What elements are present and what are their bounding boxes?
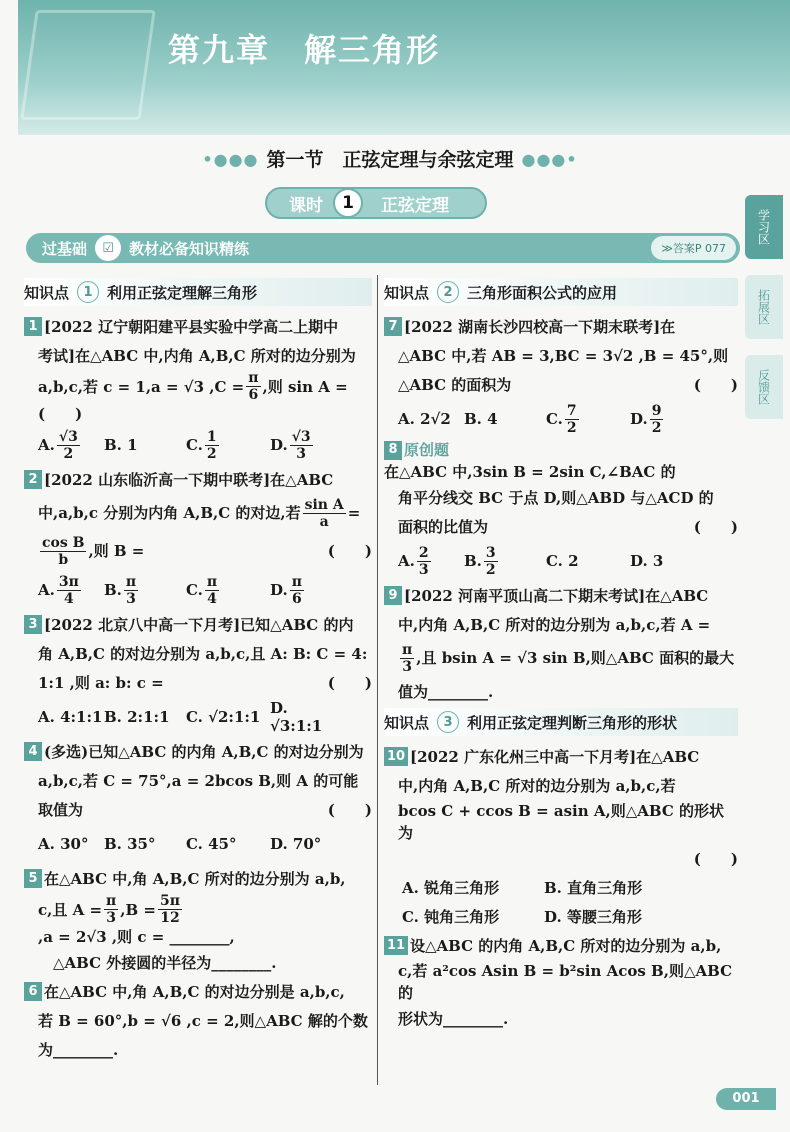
text-segment: A. 4:1:1	[38, 708, 103, 726]
text-segment: 设△ABC 的内角 A,B,C 所对的边分别为 a,b,	[410, 936, 722, 955]
option[interactable]	[270, 699, 330, 735]
numerator: 5π	[159, 893, 180, 909]
fraction	[104, 893, 118, 926]
question-line	[384, 512, 738, 541]
section-title: 第一节 正弦定理与余弦定理	[266, 149, 514, 171]
question-line	[384, 439, 738, 483]
text-segment: D. 3	[630, 552, 664, 570]
text-segment: A.	[38, 436, 55, 454]
bar-left-label: 过基础	[42, 239, 88, 258]
denominator: 12	[160, 910, 180, 926]
question-line	[24, 864, 372, 893]
text-segment: C.	[546, 410, 563, 428]
text-segment: A. 30°	[38, 835, 89, 853]
kp-number: 3	[437, 711, 459, 733]
numerator: π	[291, 573, 302, 590]
option[interactable]	[630, 403, 690, 436]
answer-options	[24, 425, 372, 465]
question-line	[384, 677, 738, 706]
option[interactable]	[104, 574, 186, 607]
numerator: 3π	[58, 573, 79, 590]
answer-options	[384, 541, 738, 581]
question-number-badge: 7	[384, 317, 402, 336]
numerator: π	[402, 641, 413, 658]
question-number-badge: 1	[24, 317, 42, 336]
question-line	[384, 844, 738, 873]
question-line	[384, 312, 738, 341]
option[interactable]	[270, 429, 330, 462]
question-line	[24, 341, 372, 370]
option[interactable]: B. 直角三角形	[544, 878, 643, 897]
text-segment: 面积的比值为	[398, 517, 489, 536]
question-line	[24, 532, 372, 570]
question-line	[24, 893, 372, 948]
text-segment: 角 A,B,C 的对边分别为 a,b,c,且 A: B: C = 4:	[38, 644, 368, 663]
denominator: 2	[63, 445, 74, 462]
text-segment: 考试]在△ABC 中,内角 A,B,C 所对的边分别为	[38, 346, 356, 365]
text-segment: a,b,c,若 C = 75°,a = 2bcos B,则 A 的可能	[38, 771, 359, 790]
fraction	[417, 545, 431, 578]
numerator: π	[106, 893, 117, 909]
tab-study[interactable]: 学习区	[745, 195, 783, 259]
fraction	[158, 893, 182, 926]
question-line	[384, 581, 738, 610]
numerator: sin A	[304, 496, 344, 513]
chapter-title: 第九章 解三角形	[168, 31, 441, 69]
question-line	[24, 668, 372, 697]
option[interactable]	[38, 429, 104, 462]
question-line	[384, 771, 738, 800]
option[interactable]: D. 等腰三角形	[544, 907, 642, 926]
option[interactable]	[104, 835, 186, 853]
option[interactable]	[38, 835, 104, 853]
question-number-badge: 5	[24, 869, 42, 888]
kp-label: 知识点	[24, 283, 70, 302]
dots-right-icon: ●●●•	[521, 150, 578, 169]
question-line	[384, 1004, 738, 1033]
lesson-number: 1	[333, 188, 363, 218]
option[interactable]	[186, 429, 270, 462]
text-segment: ,B =	[120, 900, 156, 919]
denominator: 6	[291, 590, 302, 607]
text-segment: △ABC 外接圆的半径为________.	[38, 953, 277, 972]
text-segment: D. √3:1:1	[270, 699, 323, 735]
denominator: 4	[64, 590, 74, 607]
text-segment: [2022 山东临沂高一下期中联考]在△ABC	[44, 470, 334, 489]
text-segment: [2022 北京八中高一下月考]已知△ABC 的内	[44, 615, 354, 634]
option[interactable]	[104, 708, 186, 726]
question-6	[24, 977, 372, 1064]
lesson-name: 正弦定理	[381, 195, 449, 216]
option[interactable]	[38, 708, 104, 726]
text-segment: A.	[398, 552, 415, 570]
answer-options	[24, 697, 372, 737]
text-segment: C. √2:1:1	[186, 708, 261, 726]
denominator: 3	[126, 590, 136, 607]
text-segment: 中,内角 A,B,C 所对的边分别为 a,b,c,若	[398, 776, 676, 795]
clipboard-icon: ☑	[95, 235, 121, 261]
text-segment: 形状为________.	[398, 1009, 509, 1028]
question-line	[24, 737, 372, 766]
question-line	[384, 483, 738, 512]
text-segment: a,b,c,若 c = 1,a = √3 ,C =	[38, 377, 245, 396]
text-segment: B. 4	[464, 410, 498, 428]
option[interactable]	[38, 574, 104, 607]
geometry-decoration-icon	[20, 10, 155, 120]
option[interactable]	[398, 410, 464, 428]
right-column	[384, 276, 738, 1033]
text-segment: ( )	[693, 849, 738, 868]
option[interactable]: C. 钝角三角形	[402, 907, 500, 926]
fraction	[57, 429, 80, 462]
tab-feedback[interactable]: 反馈区	[745, 355, 783, 419]
numerator: π	[206, 573, 218, 590]
knowledge-point-header	[24, 278, 372, 306]
answer-options	[384, 399, 738, 439]
text-segment: 为________.	[38, 1040, 119, 1059]
option[interactable]	[546, 403, 630, 436]
text-segment: D.	[630, 410, 648, 428]
numerator: √3	[291, 428, 311, 445]
text-segment: 角平分线交 BC 于点 D,则△ABD 与△ACD 的	[398, 488, 714, 507]
option[interactable]	[104, 436, 186, 454]
question-line	[384, 800, 738, 844]
text-segment: [2022 广东化州三中高一下月考]在△ABC	[410, 747, 700, 766]
option[interactable]	[270, 835, 330, 853]
kp-number: 2	[437, 281, 459, 303]
numerator: 9	[651, 402, 662, 419]
question-number-badge: 8	[384, 441, 402, 460]
kp-title: 利用正弦定理解三角形	[107, 283, 258, 302]
numerator: 7	[566, 402, 577, 419]
option[interactable]	[186, 574, 270, 607]
option[interactable]	[630, 552, 690, 570]
question-9	[384, 581, 738, 706]
denominator: 4	[207, 590, 217, 607]
fraction	[303, 497, 346, 530]
text-segment: D.	[270, 436, 288, 454]
option[interactable]: A. 锐角三角形	[402, 878, 500, 897]
answer-options	[24, 824, 372, 864]
question-number-badge: 4	[24, 742, 42, 761]
fraction	[205, 574, 219, 607]
text-segment: C.	[186, 581, 203, 599]
question-number-badge: 3	[24, 615, 42, 634]
text-segment: ( )	[693, 517, 738, 536]
fraction	[400, 642, 414, 675]
text-segment: B. 35°	[104, 835, 156, 853]
kp-label: 知识点	[384, 283, 430, 302]
question-line	[24, 312, 372, 341]
question-number-badge: 11	[384, 936, 408, 955]
option[interactable]	[186, 708, 270, 726]
text-segment: ,则 sin A =	[262, 377, 348, 396]
knowledge-point-header	[384, 708, 738, 736]
numerator: 3	[485, 544, 496, 561]
question-number-badge: 2	[24, 470, 42, 489]
question-8	[384, 439, 738, 581]
text-segment: 1:1 ,则 a: b: c =	[38, 673, 164, 692]
question-line	[384, 610, 738, 639]
denominator: 2	[566, 419, 577, 436]
question-line	[384, 639, 738, 677]
numerator: π	[248, 370, 259, 386]
option[interactable]	[546, 552, 630, 570]
option[interactable]	[270, 574, 330, 607]
option[interactable]	[464, 545, 546, 578]
text-segment: ( )	[693, 375, 738, 394]
fraction	[40, 535, 86, 568]
text-segment: c,且 A =	[38, 900, 103, 919]
denominator: a	[319, 513, 329, 530]
text-segment: C.	[186, 436, 203, 454]
text-segment: [2022 湖南长沙四校高一下期末联考]在	[404, 317, 676, 336]
text-segment: 在△ABC 中,角 A,B,C 的对边分别是 a,b,c,	[44, 982, 345, 1001]
text-segment: B.	[464, 552, 482, 570]
text-segment: 中,a,b,c 分别为内角 A,B,C 的对边,若	[38, 504, 301, 522]
text-segment: A.	[38, 581, 55, 599]
question-line	[24, 465, 372, 494]
text-segment: 中,内角 A,B,C 所对的边分别为 a,b,c,若 A =	[398, 615, 711, 634]
text-segment: ( )	[327, 542, 372, 560]
option[interactable]	[398, 545, 464, 578]
question-line	[384, 370, 738, 399]
question-3	[24, 610, 372, 737]
kp-title: 利用正弦定理判断三角形的形状	[467, 713, 678, 732]
question-10	[384, 742, 738, 931]
text-segment: [2022 河南平顶山高二下期末考试]在△ABC	[404, 586, 709, 605]
fraction	[290, 429, 313, 462]
question-1	[24, 312, 372, 465]
question-line	[24, 1035, 372, 1064]
left-column	[24, 276, 372, 1064]
denominator: 3	[106, 910, 117, 926]
question-line	[24, 639, 372, 668]
answer-options	[384, 902, 738, 931]
numerator: 1	[206, 428, 217, 445]
option[interactable]	[464, 410, 546, 428]
question-line	[24, 795, 372, 824]
question-line	[24, 977, 372, 1006]
denominator: b	[58, 551, 69, 568]
numerator: cos B	[42, 534, 85, 551]
text-segment: ,a = 2√3 ,则 c = ________,	[38, 928, 235, 946]
original-tag: 原创题	[404, 441, 450, 459]
lesson-pill	[265, 187, 487, 219]
kp-number: 1	[77, 281, 99, 303]
question-line	[384, 960, 738, 1004]
question-line	[24, 948, 372, 977]
dots-left-icon: •●●●	[202, 150, 259, 169]
text-segment: ( )	[327, 800, 372, 819]
section-heading	[150, 143, 630, 177]
fraction	[650, 403, 664, 436]
text-segment: 在△ABC 中,3sin B = 2sin C,∠BAC 的	[384, 463, 676, 481]
question-line	[384, 931, 738, 960]
kp-title: 三角形面积公式的应用	[467, 283, 618, 302]
question-line	[24, 1006, 372, 1035]
tab-extend[interactable]: 拓展区	[745, 275, 783, 339]
question-number-badge: 10	[384, 747, 408, 766]
side-tabs	[745, 195, 787, 435]
question-number-badge: 6	[24, 982, 42, 1001]
question-2	[24, 465, 372, 610]
denominator: 3	[296, 445, 307, 462]
question-5	[24, 864, 372, 977]
text-segment: ,且 bsin A = √3 sin B,则△ABC 面积的最大	[416, 649, 735, 667]
question-line	[24, 370, 372, 425]
text-segment: =	[347, 504, 361, 522]
fraction	[565, 403, 579, 436]
basics-bar	[26, 233, 740, 263]
denominator: 2	[206, 445, 217, 462]
denominator: 3	[402, 658, 412, 675]
question-number-badge: 9	[384, 586, 402, 605]
answer-options	[24, 570, 372, 610]
text-segment: B. 1	[104, 436, 138, 454]
knowledge-point-header	[384, 278, 738, 306]
text-segment: ,则 B =	[88, 542, 145, 560]
question-7	[384, 312, 738, 439]
text-segment: D.	[270, 581, 288, 599]
fraction	[205, 429, 219, 462]
kp-label: 知识点	[384, 713, 430, 732]
text-segment: bcos C + ccos B = asin A,则△ABC 的形状为	[398, 802, 725, 842]
text-segment: C. 2	[546, 552, 579, 570]
text-segment: ( )	[38, 405, 83, 423]
lesson-prefix: 课时	[289, 195, 323, 216]
text-segment: (多选)已知△ABC 的内角 A,B,C 的对边分别为	[44, 742, 364, 761]
option[interactable]	[186, 835, 270, 853]
fraction	[290, 574, 304, 607]
numerator: √3	[58, 428, 78, 445]
text-segment: B.	[104, 581, 122, 599]
question-line	[24, 766, 372, 795]
answer-link[interactable]: ≫答案P 077	[651, 236, 736, 260]
fraction	[124, 574, 138, 607]
chapter-banner	[18, 0, 790, 135]
denominator: 3	[418, 561, 429, 578]
denominator: 2	[485, 561, 496, 578]
text-segment: △ABC 的面积为	[398, 375, 512, 394]
text-segment: △ABC 中,若 AB = 3,BC = 3√2 ,B = 45°,则	[398, 346, 729, 365]
question-line	[384, 341, 738, 370]
text-segment: B. 2:1:1	[104, 708, 170, 726]
text-segment: ( )	[327, 673, 372, 692]
text-segment: D. 70°	[270, 835, 322, 853]
question-4	[24, 737, 372, 864]
numerator: 2	[418, 544, 429, 561]
denominator: 2	[651, 419, 662, 436]
numerator: π	[125, 573, 137, 590]
denominator: 6	[248, 387, 259, 403]
page-number: 001	[716, 1088, 776, 1110]
answer-options	[384, 873, 738, 902]
text-segment: [2022 辽宁朝阳建平县实验中学高二上期中	[44, 317, 339, 336]
fraction	[484, 545, 498, 578]
text-segment: C. 45°	[186, 835, 237, 853]
question-line	[24, 494, 372, 532]
text-segment: A. 2√2	[398, 410, 451, 428]
text-segment: 在△ABC 中,角 A,B,C 所对的边分别为 a,b,	[44, 869, 346, 888]
question-11	[384, 931, 738, 1033]
text-segment: c,若 a²cos Asin B = b²sin Acos B,则△ABC 的	[398, 962, 733, 1002]
question-line	[24, 610, 372, 639]
text-segment: 取值为	[38, 800, 84, 819]
question-line	[384, 742, 738, 771]
text-segment: 若 B = 60°,b = √6 ,c = 2,则△ABC 解的个数	[38, 1011, 368, 1030]
text-segment: 值为________.	[398, 682, 494, 701]
column-divider	[377, 275, 378, 1085]
fraction	[246, 370, 260, 403]
bar-right-label: 教材必备知识精练	[129, 239, 250, 258]
fraction	[57, 574, 81, 607]
